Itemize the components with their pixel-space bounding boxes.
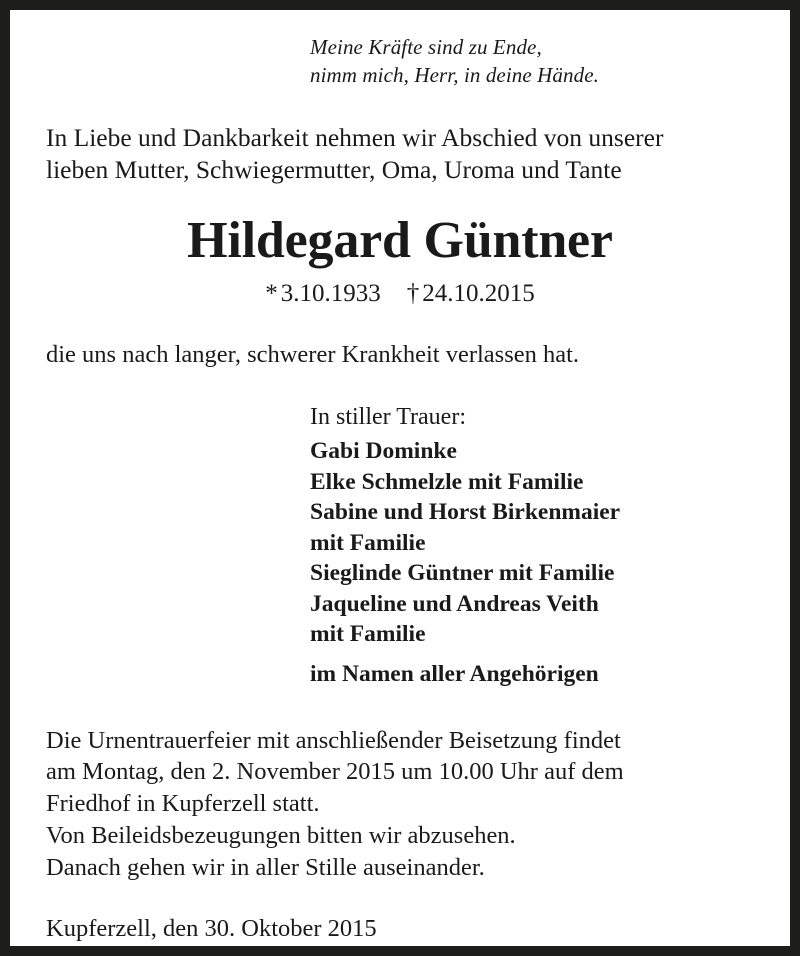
ceremony-line-3: Friedhof in Kupferzell statt. xyxy=(46,790,320,818)
ceremony-line-1: Die Urnentrauerfeier mit anschließender Beisetzung findet xyxy=(46,726,621,754)
death-date: 24.10.2015 xyxy=(422,280,535,308)
ceremony-line-5: Danach gehen wir in aller Stille auseinander. xyxy=(46,853,485,881)
epigraph-line-2: nimm mich, Herr, in deine Hände. xyxy=(310,62,599,87)
ceremony-line-4: Von Beileidsbezeugungen bitten wir abzusehen. xyxy=(46,822,516,850)
mourners-block xyxy=(310,403,754,690)
place-and-date: Kupferzell, den 30. Oktober 2015 xyxy=(46,914,377,942)
epigraph-block xyxy=(310,34,754,90)
farewell-line: die uns nach langer, schwerer Krankheit verlassen hat. xyxy=(46,341,580,369)
mourner-entry: Sabine und Horst Birkenmaier xyxy=(310,499,621,526)
intro-line-1: In Liebe und Dankbarkeit nehmen wir Abschied von unserer xyxy=(46,122,664,152)
mourner-entry: Elke Schmelzle mit Familie xyxy=(310,468,584,495)
life-dates xyxy=(46,279,754,309)
birth-date: 3.10.1933 xyxy=(280,280,381,308)
deceased-name: Hildegard Güntner xyxy=(187,212,613,270)
intro-line-2: lieben Mutter, Schwiegermutter, Oma, Uroma und Tante xyxy=(46,155,622,185)
birth-symbol: * xyxy=(265,280,278,308)
notice-sheet xyxy=(10,10,790,946)
mourner-entry: Jaqueline und Andreas Veith xyxy=(310,590,599,617)
mourner-entry-collective: im Namen aller Angehörigen xyxy=(310,660,599,687)
death-symbol: † xyxy=(406,280,420,308)
ceremony-details xyxy=(46,725,754,884)
mourner-entry: mit Familie xyxy=(310,621,426,648)
mourner-entry: Sieglinde Güntner mit Familie xyxy=(310,560,615,587)
epigraph-line-1: Meine Kräfte sind zu Ende, xyxy=(310,35,542,59)
mourner-entry: Gabi Dominke xyxy=(310,438,457,465)
ceremony-line-2: am Montag, den 2. November 2015 um 10.00 Uhr auf dem xyxy=(46,758,624,786)
mourners-list xyxy=(310,436,754,689)
intro-paragraph xyxy=(46,122,754,187)
mourner-entry: mit Familie xyxy=(310,529,426,556)
epigraph xyxy=(310,34,754,90)
mourners-heading: In stiller Trauer: xyxy=(310,403,466,430)
